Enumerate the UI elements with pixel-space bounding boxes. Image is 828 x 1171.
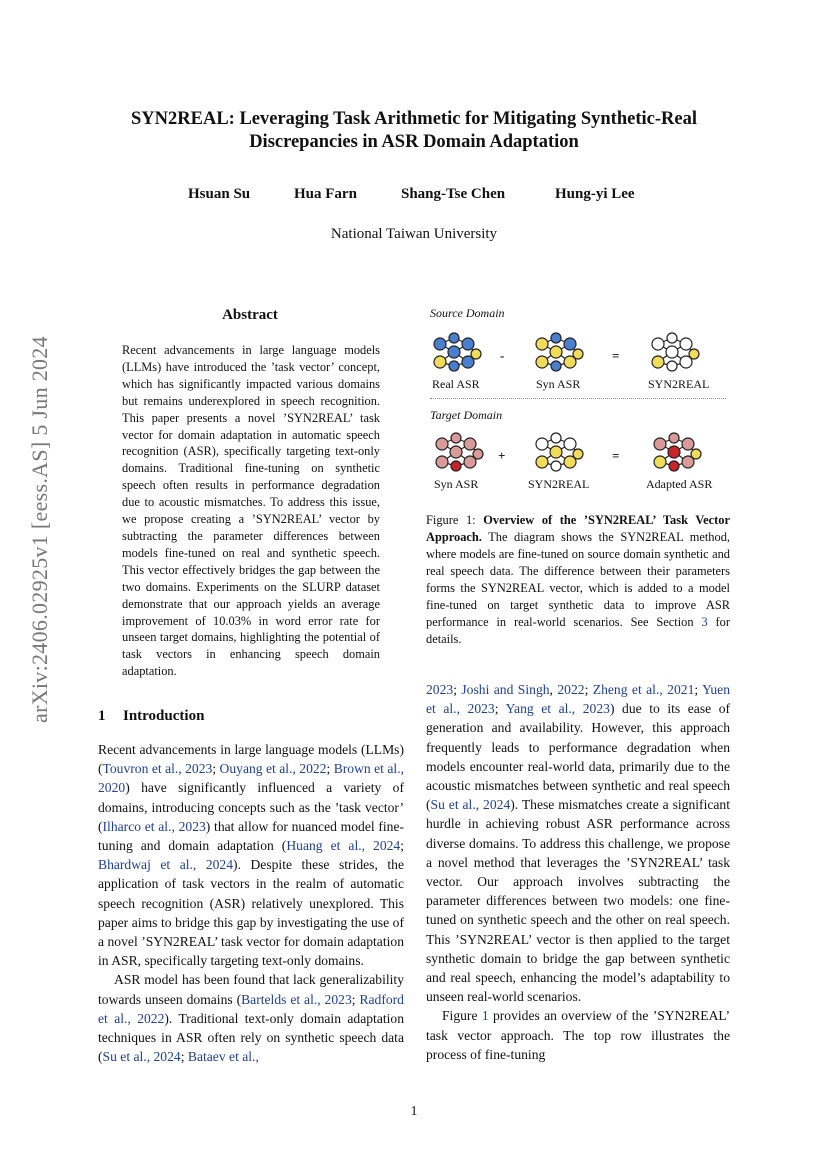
citation-link[interactable]: Yuen et al., 2023 — [426, 682, 731, 717]
citation-link[interactable]: Radford et al., 2022 — [98, 991, 404, 1026]
section-number: 1 — [98, 708, 106, 724]
source-domain-label: Source Domain — [430, 306, 505, 320]
citation-link[interactable]: Touvron et al., 2023 — [102, 761, 213, 777]
text-run: , — [549, 682, 558, 697]
section-heading-introduction — [98, 708, 204, 725]
paper-title — [80, 108, 748, 154]
target-domain-label: Target Domain — [430, 408, 503, 422]
text-run: ; — [400, 838, 405, 854]
target-syn2real-network — [534, 432, 586, 476]
text-run: ) have significantly influenced a variety of domains, introducing concepts such as the ’task vector’ ( — [98, 780, 404, 834]
citation-link[interactable]: Ilharco et al., 2023 — [102, 818, 206, 834]
citation-link[interactable]: Joshi and Singh — [461, 682, 550, 697]
intro-paragraph-2 — [98, 970, 404, 1066]
plus-operator: + — [498, 448, 506, 463]
text-run: ). Traditional text-only domain adaptation techniques in ASR often rely on synthetic speech data ( — [98, 1010, 405, 1065]
caption-label: Figure 1: — [426, 513, 484, 527]
abstract-heading: Abstract — [222, 307, 278, 323]
author-3: Shang-Tse Chen — [401, 186, 506, 202]
text-run: ) due to its ease of generation and availability. However, this approach frequently leads to performance degradation when models encounter real-world data, primarily due to the acoustic mismatches between synthetic and real speech ( — [426, 701, 731, 813]
citation-link[interactable]: Su et al., 2024 — [430, 797, 511, 813]
label-syn-asr-top: Syn ASR — [536, 377, 581, 391]
figure-1 — [426, 302, 732, 502]
text-run: Figure — [442, 1008, 482, 1024]
citation-link[interactable]: Yang et al., 2023 — [505, 701, 610, 717]
section-title: Introduction — [123, 708, 205, 724]
citation-link[interactable]: Huang et al., 2024 — [286, 838, 401, 854]
text-run: ). These mismatches create a significant hurdle in achieving robust ASR performance across diverse domains. To address this challenge, we propose a novel method that leverages the ’SYN2REAL’ task vector. Our approach involves subtracting the parameter differences between two models: one fine-tuned on synthetic speech and the other on real speech. This ’SYN2REAL’ vector is then applied to the target synthetic domain to bridge the gap between synthetic and real speech, enhancing the model’s adaptability to unseen real-world scenarios. — [426, 797, 730, 1005]
author-4: Hung-yi Lee — [555, 186, 635, 202]
citation-link[interactable]: Su et al., 2024 — [102, 1049, 181, 1065]
intro-paragraph-4 — [426, 1006, 730, 1064]
arxiv-identifier: arXiv:2406.02925v1 [eess.AS] 5 Jun 2024 — [27, 336, 52, 723]
figure-ref-link[interactable]: 1 — [481, 1008, 489, 1024]
text-run: ; — [453, 682, 462, 697]
title-line-1: SYN2REAL: Leveraging Task Arithmetic for Mitigating Synthetic-Real — [131, 109, 697, 129]
intro-left-column — [98, 740, 404, 1066]
citation-link[interactable]: Zheng et al., 2021 — [592, 682, 695, 697]
citation-link[interactable]: Bataev et al., — [187, 1049, 259, 1065]
figure-1-caption — [426, 512, 730, 648]
label-syn-asr-bottom: Syn ASR — [434, 477, 479, 491]
text-run: ). Despite these strides, the application of task vectors in the realm of automatic speech recognition (ASR) relatively unexplored. This paper aims to bridge this gap by investigating the use of a novel ’SYN2REAL’ task vector for domain adaptation in ASR, specifically targeting text-only domains. — [98, 857, 404, 969]
author-2: Hua Farn — [294, 186, 357, 202]
citation-link[interactable]: Bartelds et al., 2023 — [241, 991, 352, 1007]
minus-operator: - — [500, 348, 505, 363]
text-run: ) that allow for nuanced model fine-tuning and domain adaptation ( — [98, 818, 405, 854]
text-run: ; — [180, 1049, 188, 1065]
text-run: ; — [326, 761, 334, 777]
text-run: ; — [584, 682, 593, 697]
label-real-asr: Real ASR — [432, 377, 480, 391]
intro-paragraph-1 — [98, 740, 404, 970]
title-line-2: Discrepancies in ASR Domain Adaptation — [249, 132, 579, 152]
label-syn2real-top: SYN2REAL — [648, 377, 710, 391]
caption-bold-title: Overview of the ’SYN2REAL’ Task Vector Approach. — [426, 513, 731, 544]
syn-asr-network — [534, 332, 586, 376]
text-run: ; — [694, 682, 703, 697]
label-adapted-asr: Adapted ASR — [646, 477, 713, 491]
author-1: Hsuan Su — [188, 186, 251, 202]
intro-paragraph-3 — [426, 680, 730, 1006]
label-syn2real-bottom: SYN2REAL — [528, 477, 590, 491]
caption-end: for details. — [426, 615, 730, 646]
citation-link[interactable]: 2023 — [426, 682, 454, 697]
affiliation: National Taiwan University — [330, 226, 498, 242]
target-syn-asr-network — [434, 432, 486, 476]
equals-operator-bottom: = — [612, 448, 620, 463]
equals-operator-top: = — [612, 348, 620, 363]
caption-text: The diagram shows the SYN2REAL method, where models are fine-tuned on source domain synthetic and real speech data. The difference between their parameters forms the SYN2REAL vector, which is added to a model fine-tuned on target synthetic data to improve ASR performance in real-world scenarios. See Section — [426, 530, 730, 629]
page-number: 1 — [410, 1103, 418, 1118]
citation-link[interactable]: Bhardwaj et al., 2024 — [98, 857, 234, 873]
text-run: ; — [212, 761, 220, 777]
citation-link[interactable]: 2022 — [557, 682, 585, 697]
text-run: ; — [494, 701, 506, 717]
text-run: ASR model has been found that lack generalizability towards unseen domains ( — [98, 972, 404, 1007]
text-run: Recent advancements in large language models (LLMs) ( — [98, 742, 404, 777]
text-run: provides an overview of the ’SYN2REAL’ task vector approach. The top row illustrates the process of fine-tuning — [426, 1008, 731, 1062]
syn2real-vector-network — [650, 332, 702, 376]
real-asr-network — [432, 332, 484, 376]
citation-link[interactable]: Brown et al., 2020 — [98, 761, 404, 796]
abstract-text: Recent advancements in large language models (LLMs) have introduced the ’task vector’ concept, which has significantly impacted various domains but remains underexplored in speech recognition. This paper presents a novel ’SYN2REAL’ task vector for domain adaptation in automatic speech recognition (ASR), specifically targeting text-only domains. Traditional fine-tuning on synthetic speech often results in performance degradation due to acoustic mismatches. To address this issue, we propose creating a ’SYN2REAL’ vector by subtracting the parameter differences between models fine-tuned on real and synthetic speech. This vector effectively bridges the gap between the two domains. Experiments on the SLURP dataset demonstrate that our approach yields an average improvement of 10.03% in word error rate for unseen target domains, highlighting the potential of task vectors in enhancing speech domain adaptation. — [122, 343, 380, 679]
intro-right-column — [426, 680, 730, 1064]
text-run: ; — [351, 991, 360, 1007]
citation-link[interactable]: Ouyang et al., 2022 — [219, 761, 327, 777]
adapted-asr-network — [652, 432, 704, 476]
domain-divider — [430, 398, 726, 399]
caption-section-ref[interactable]: 3 — [701, 615, 708, 629]
